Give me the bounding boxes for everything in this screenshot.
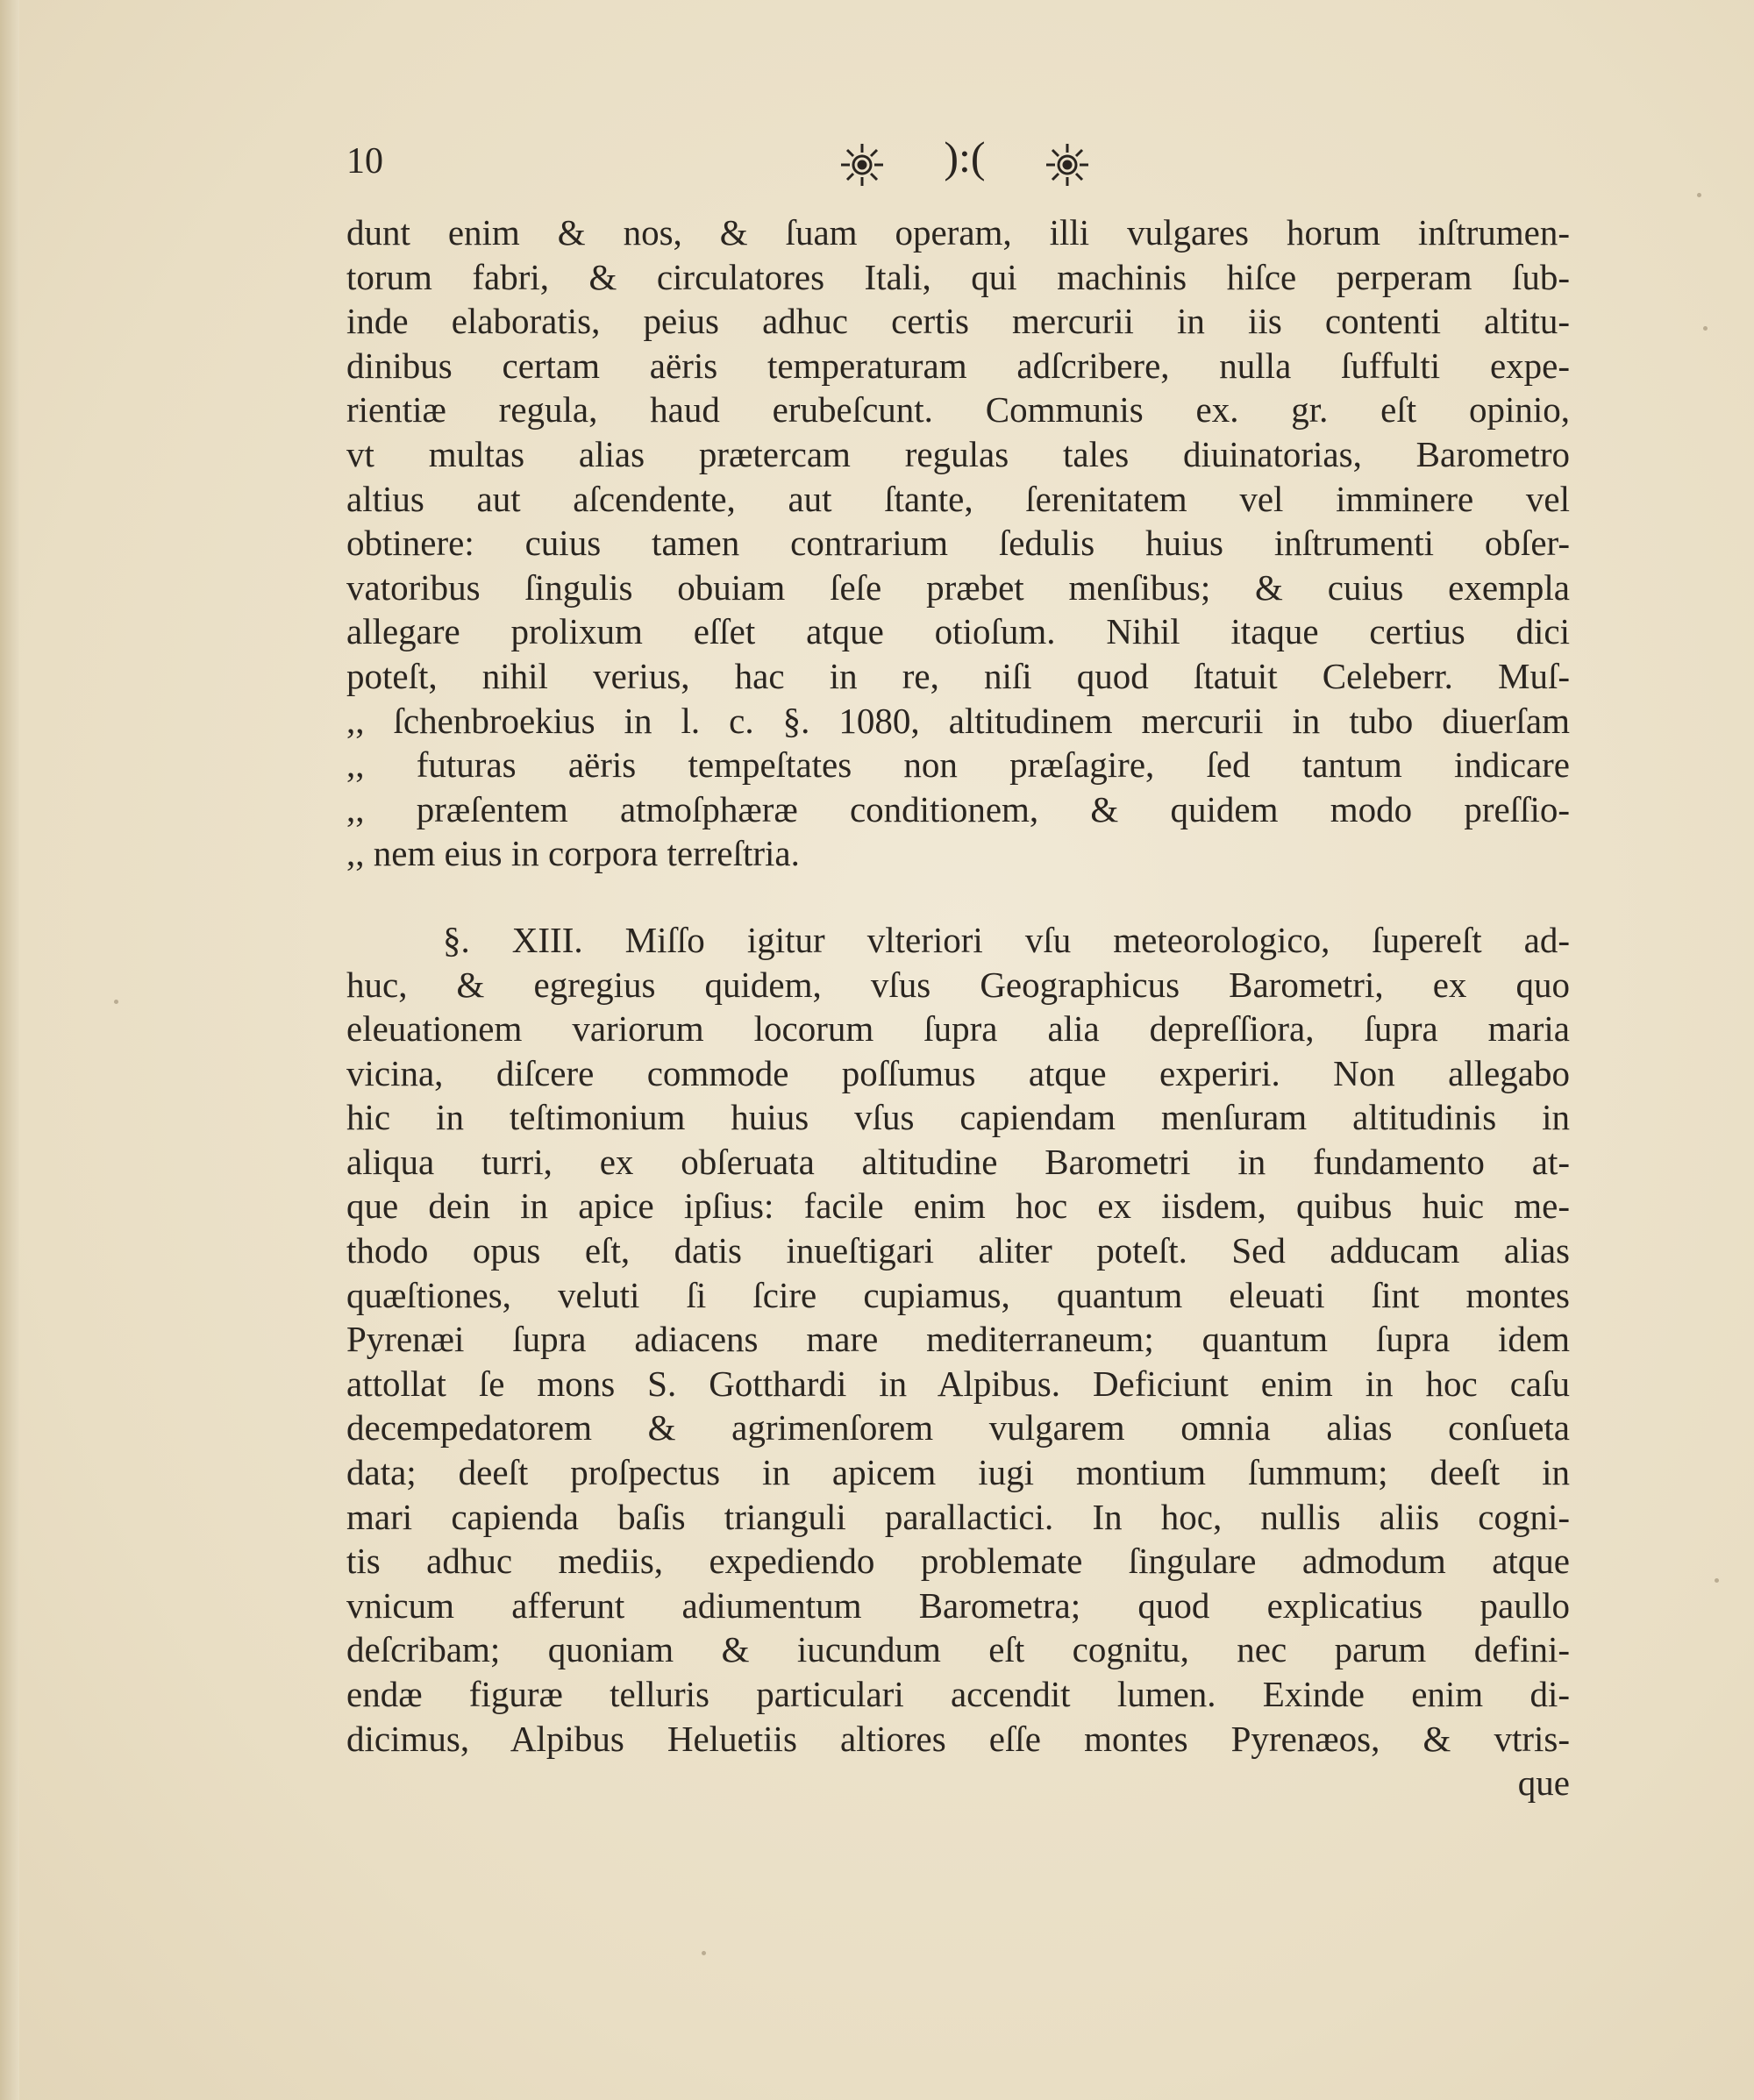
text-line: mari capienda baſis trianguli parallactici. In hoc, nullis aliis cogni- — [346, 1496, 1570, 1537]
text-line: decempedatorem & agrimenſorem vulgarem omnia alias conſueta — [346, 1407, 1570, 1449]
text-line: Pyrenæi ſupra adiacens mare mediterraneum; quantum ſupra idem — [346, 1319, 1570, 1360]
text-line: thodo opus eſt, datis inueſtigari aliter poteſt. Sed adducam alias — [346, 1230, 1570, 1271]
text-line: deſcribam; quoniam & iucundum eſt cognitu, nec parum defini- — [346, 1629, 1570, 1670]
text-line: eleuationem variorum locorum ſupra alia depreſſiora, ſupra maria — [346, 1008, 1570, 1050]
flower-ornament-icon — [838, 140, 887, 189]
paper-speck — [1697, 193, 1701, 197]
text-line: que dein in apice ipſius: facile enim hoc ex iisdem, quibus huic me- — [346, 1185, 1570, 1227]
text-line: allegare prolixum eſſet atque otioſum. Nihil itaque certius dici — [346, 611, 1570, 652]
text-line: vicina, diſcere commode poſſumus atque experiri. Non allegabo — [346, 1052, 1570, 1093]
text-line: quæſtiones, veluti ſi ſcire cupiamus, quantum eleuati ſint montes — [346, 1274, 1570, 1315]
page-header — [346, 132, 1565, 202]
text-line: obtinere: cuius tamen contrarium ſedulis huius inſtrumenti obſer- — [346, 523, 1570, 564]
text-line: ,, nem eius in corpora terreſtria. — [346, 833, 800, 874]
running-head: ):( — [944, 132, 986, 182]
text-line: altius aut aſcendente, aut ſtante, ſerenitatem vel imminere vel — [346, 478, 1570, 519]
paper-speck — [702, 1951, 706, 1955]
page-gutter — [0, 0, 19, 2100]
paragraph-1 — [346, 210, 1570, 876]
text-line: vt multas alias prætercam regulas tales diuinatorias, Barometro — [346, 433, 1570, 474]
text-line: rientiæ regula, haud erubeſcunt. Communis ex. gr. eſt opinio, — [346, 389, 1570, 431]
text-line: ,, futuras aëris tempeſtates non præſagire, ſed tantum indicare — [346, 744, 1570, 786]
text-line: aliqua turri, ex obſeruata altitudine Barometri in fundamento at- — [346, 1141, 1570, 1182]
catchword: que — [1517, 1762, 1570, 1804]
text-line: vnicum afferunt adiumentum Barometra; quod explicatius paullo — [346, 1584, 1570, 1626]
text-line: ,, præſentem atmoſphæræ conditionem, & quidem modo preſſio- — [346, 788, 1570, 829]
page-number: 10 — [346, 141, 383, 182]
text-line: dinibus certam aëris temperaturam adſcribere, nulla ſuffulti expe- — [346, 345, 1570, 386]
paper-speck — [114, 1000, 118, 1004]
paper-speck — [1715, 1578, 1719, 1583]
text-line: poteſt, nihil verius, hac in re, niſi quod ſtatuit Celeberr. Muſ- — [346, 655, 1570, 696]
text-line: §. XIII. Miſſo igitur vlteriori vſu meteorologico, ſupereſt ad- — [443, 919, 1570, 960]
text-line: inde elaboratis, peius adhuc certis mercurii in iis contenti altitu- — [346, 301, 1570, 342]
text-line: dunt enim & nos, & ſuam operam, illi vulgares horum inſtrumen- — [346, 212, 1570, 253]
text-line: tis adhuc mediis, expediendo problemate ſingulare admodum atque — [346, 1541, 1570, 1582]
text-line: torum fabri, & circulatores Itali, qui machinis hiſce perperam ſub- — [346, 256, 1570, 297]
body-text — [346, 210, 1570, 1805]
text-line: vatoribus ſingulis obuiam ſeſe præbet menſibus; & cuius exempla — [346, 566, 1570, 608]
paragraph-2 — [346, 918, 1570, 1805]
text-line: ,, ſchenbroekius in l. c. §. 1080, altitudinem mercurii in tubo diuerſam — [346, 700, 1570, 741]
text-line: attollat ſe mons S. Gotthardi in Alpibus. Deficiunt enim in hoc caſu — [346, 1363, 1570, 1404]
header-ornament — [838, 132, 1092, 193]
text-line: dicimus, Alpibus Heluetiis altiores eſſe montes Pyrenæos, & vtris- — [346, 1718, 1570, 1759]
text-line: huc, & egregius quidem, vſus Geographicus Barometri, ex quo — [346, 964, 1570, 1005]
text-line: data; deeſt proſpectus in apicem iugi montium ſummum; deeſt in — [346, 1452, 1570, 1493]
text-line: endæ figuræ telluris particulari accendit lumen. Exinde enim di- — [346, 1674, 1570, 1714]
text-line: hic in teſtimonium huius vſus capiendam menſuram altitudinis in — [346, 1097, 1570, 1138]
flower-ornament-icon — [1043, 140, 1092, 189]
paper-speck — [1703, 326, 1708, 331]
